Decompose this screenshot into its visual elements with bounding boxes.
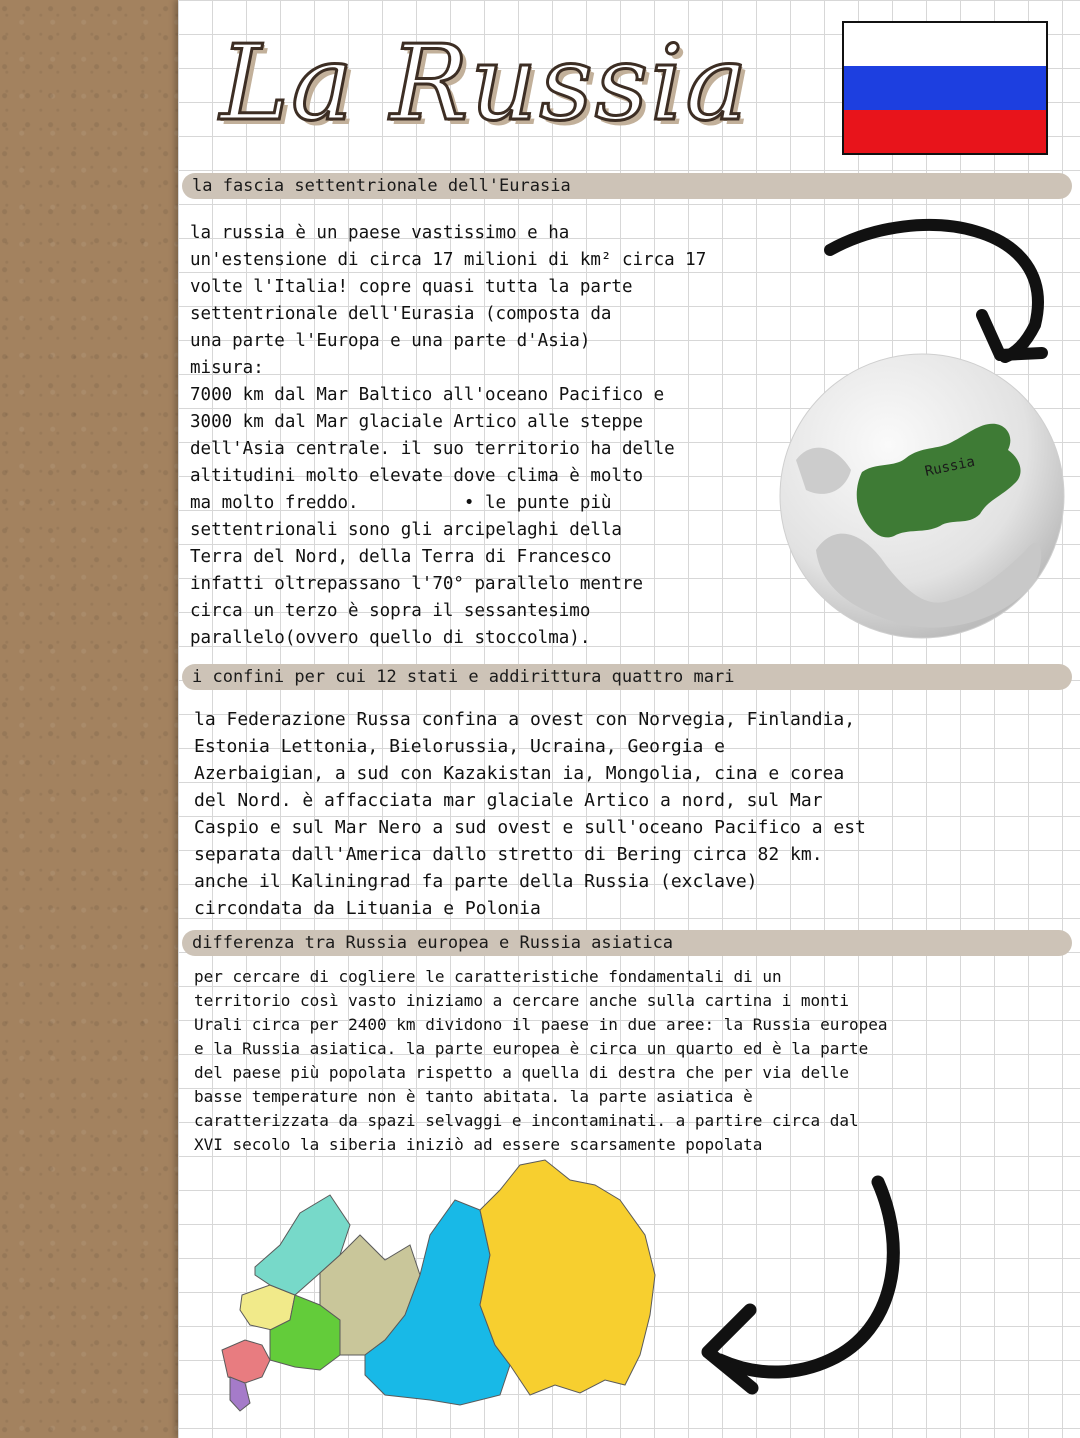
curved-arrow-icon xyxy=(810,205,1060,370)
flag-stripe-red xyxy=(844,110,1046,153)
russia-flag xyxy=(842,21,1048,155)
russia-regions-map xyxy=(200,1155,670,1420)
cardboard-background xyxy=(0,0,178,1438)
flag-stripe-blue xyxy=(844,66,1046,109)
map-region-far-east xyxy=(480,1160,655,1395)
map-region-southwest xyxy=(222,1340,270,1383)
section-text-eurasia: la russia è un paese vastissimo e ha un'estensione di circa 17 milioni di km² circa 17 volte l'Italia! copre quasi tutta la parte settentrionale dell'Eurasia (composta da una parte l'Europa e una parte d'Asia) misura: 7000 km dal Mar Baltico all'oceano Pacifico e 3000 km dal Mar glaciale Artico alle steppe dell'Asia centrale. il suo territorio ha delle altitudini molto elevate dove clima è molto ma molto freddo. • le punte più settentrionali sono gli arcipelaghi della Terra del Nord, della Terra di Francesco infatti oltrepassano l'70° parallelo mentre circa un terzo è sopra il sessantesimo parallelo(ovvero quello di stoccolma). xyxy=(190,223,707,648)
section-text-differenza: per cercare di cogliere le caratteristiche fondamentali di un territorio così vasto iniziamo a cercare anche sulla cartina i monti Urali circa per 2400 km dividono il paese in due aree: la Russia europea e la Russia asiatica. la parte europea è circa un quarto ed è la parte del paese più popolata rispetto a quella di destra che per via delle basse temperature non è tanto abitata. la parte asiatica è caratterizzata da spazi selvaggi e incontaminati. a partire circa dal XVI secolo la siberia iniziò ad essere scarsamente popolata xyxy=(194,967,888,1154)
section-heading-differenza: differenza tra Russia europea e Russia asiatica xyxy=(182,930,1072,956)
section-text-confini: la Federazione Russa confina a ovest con Norvegia, Finlandia, Estonia Lettonia, Bielorussia, Ucraina, Georgia e Azerbaigian, a sud con Kazakistan ia, Mongolia, cina e corea del Nord. è affacciata mar glaciale Artico a nord, sul Mar Caspio e sul Mar Nero a sud ovest e sull'oceano Pacifico a est separata dall'America dallo stretto di Bering circa 82 km. anche il Kaliningrad fa parte della Russia (exclave) circondata da Lituania e Polonia xyxy=(194,709,866,919)
globe-russia-label: Russia xyxy=(923,453,977,480)
flag-stripe-white xyxy=(844,23,1046,66)
globe-map xyxy=(776,350,1068,642)
section-heading-eurasia: la fascia settentrionale dell'Eurasia xyxy=(182,173,1072,199)
page-title: La Russia xyxy=(220,22,750,144)
section-heading-confini: i confini per cui 12 stati e addirittura quattro mari xyxy=(182,664,1072,690)
hooked-arrow-icon xyxy=(680,1160,920,1400)
